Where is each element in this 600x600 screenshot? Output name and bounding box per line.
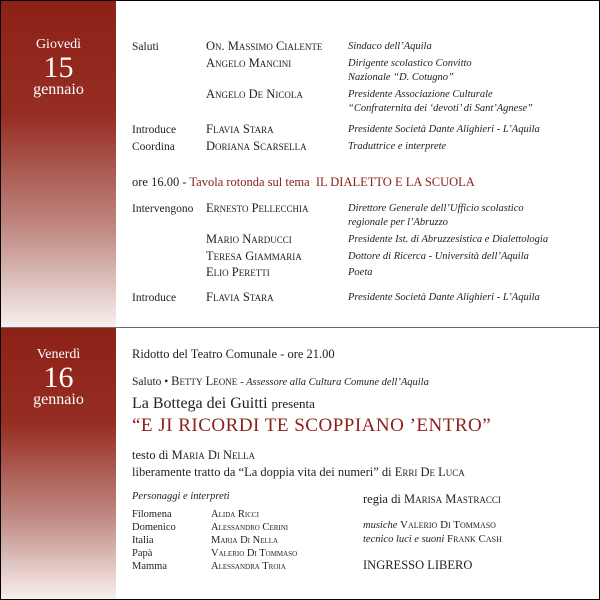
cast-label: Personaggi e interpreti (132, 491, 230, 502)
cast-actor: Alessandra Troia (211, 561, 286, 572)
cast-actor: Maria Di Nella (211, 535, 279, 546)
source-text: liberamente tratto da “La doppia vita dei numeri” di (132, 465, 392, 479)
regia-line (363, 492, 501, 506)
speaker-name: Teresa Giammaria (206, 249, 302, 263)
source-line (132, 465, 465, 479)
speaker-role: Poeta (348, 267, 373, 278)
event-title: Tavola rotonda sul tema (189, 175, 310, 189)
day2-day: 16 (43, 361, 74, 394)
day2-panel (1, 328, 599, 599)
speaker-name: Ernesto Pellecchia (206, 201, 309, 215)
tecnico-prefix: tecnico luci e suoni (363, 534, 445, 545)
company-line (132, 397, 315, 411)
saluti-name: On. Massimo Cialente (206, 39, 323, 53)
coordina-role: Traduttrice e interprete (348, 141, 447, 152)
saluto-role: - Assessore alla Cultura Comune dell’Aquila (240, 377, 429, 388)
saluti-role: “Confraternita dei ‘devoti’ di Sant’Agnese” (348, 103, 533, 114)
saluti-role: Dirigente scolastico Convitto (348, 58, 472, 69)
cast-character: Papà (132, 548, 153, 559)
program-page (1, 1, 599, 599)
day1-month: gennaio (33, 81, 84, 98)
musiche-prefix: musiche (363, 520, 398, 531)
day1-panel (1, 1, 599, 327)
venue: Ridotto del Teatro Comunale - ore 21.00 (132, 347, 335, 361)
coordina-name: Doriana Scarsella (206, 139, 307, 153)
testo-author: Maria Di Nella (171, 448, 256, 462)
cast-actor: Alessandro Cerini (211, 522, 289, 533)
saluti-name: Angelo Mancini (206, 56, 292, 70)
saluti-label: Saluti (132, 41, 159, 53)
musiche-name: Valerio Di Tommaso (400, 519, 496, 531)
ingresso-libero: INGRESSO LIBERO (363, 558, 473, 572)
tecnico-name: Frank Cash (446, 533, 502, 545)
event-time: ore 16.00 - (132, 175, 187, 189)
saluto-name: Betty Leone (171, 374, 238, 388)
cast-actor: Valerio Di Tommaso (211, 548, 298, 559)
saluto-prefix: Saluto • (132, 376, 169, 388)
speaker-role: Presidente Ist. di Abruzzesistica e Dialettologia (348, 234, 549, 245)
saluti-role: Presidente Associazione Culturale (348, 89, 493, 100)
regia-name: Marisa Mastracci (403, 492, 501, 506)
speaker-role: regionale per l’Abruzzo (348, 217, 448, 228)
speaker-role: Direttore Generale dell’Ufficio scolastico (348, 203, 524, 214)
source-author: Erri De Luca (394, 465, 465, 479)
saluti-role: Sindaco dell’Aquila (348, 41, 432, 52)
saluto-line (132, 374, 429, 390)
musiche-line (363, 518, 496, 533)
cast-character: Filomena (132, 509, 172, 520)
cast-actor: Alida Ricci (211, 509, 259, 520)
introduce-role: Presidente Società Dante Alighieri - L’Aquila (348, 124, 540, 135)
intervengono-label: Intervengono (132, 203, 194, 215)
show-title: “E JI RICORDI TE SCOPPIANO ’ENTRO” (132, 415, 492, 436)
event-theme: IL DIALETTO E LA SCUOLA (315, 175, 475, 189)
speaker-name: Mario Narducci (206, 232, 292, 246)
saluti-name: Angelo De Nicola (206, 87, 303, 101)
day2-weekday: Venerdì (36, 347, 81, 362)
day2-month: gennaio (33, 391, 84, 408)
day1-day: 15 (43, 51, 74, 84)
introduce-label: Introduce (132, 124, 177, 136)
company-name: La Bottega dei Guitti (132, 395, 268, 412)
testo-prefix: testo di (132, 448, 169, 462)
day1-weekday: Giovedì (35, 37, 82, 52)
speaker-name: Elio Peretti (206, 265, 270, 279)
cast-character: Mamma (132, 561, 167, 572)
introduce2-name: Flavia Stara (206, 290, 274, 304)
introduce-name: Flavia Stara (206, 122, 274, 136)
testo-line (132, 448, 255, 462)
presenta: presenta (271, 396, 315, 411)
saluti-role: Nazionale “D. Cotugno” (348, 72, 454, 83)
tecnico-line (363, 532, 502, 547)
speaker-role: Dottore di Ricerca - Università dell’Aquila (348, 251, 529, 262)
regia-prefix: regia di (363, 492, 401, 506)
cast-character: Italia (132, 535, 154, 546)
event-line (132, 175, 475, 189)
coordina-label: Coordina (132, 141, 175, 153)
cast-character: Domenico (132, 522, 176, 533)
introduce2-label: Introduce (132, 292, 177, 304)
introduce2-role: Presidente Società Dante Alighieri - L’Aquila (348, 292, 540, 303)
